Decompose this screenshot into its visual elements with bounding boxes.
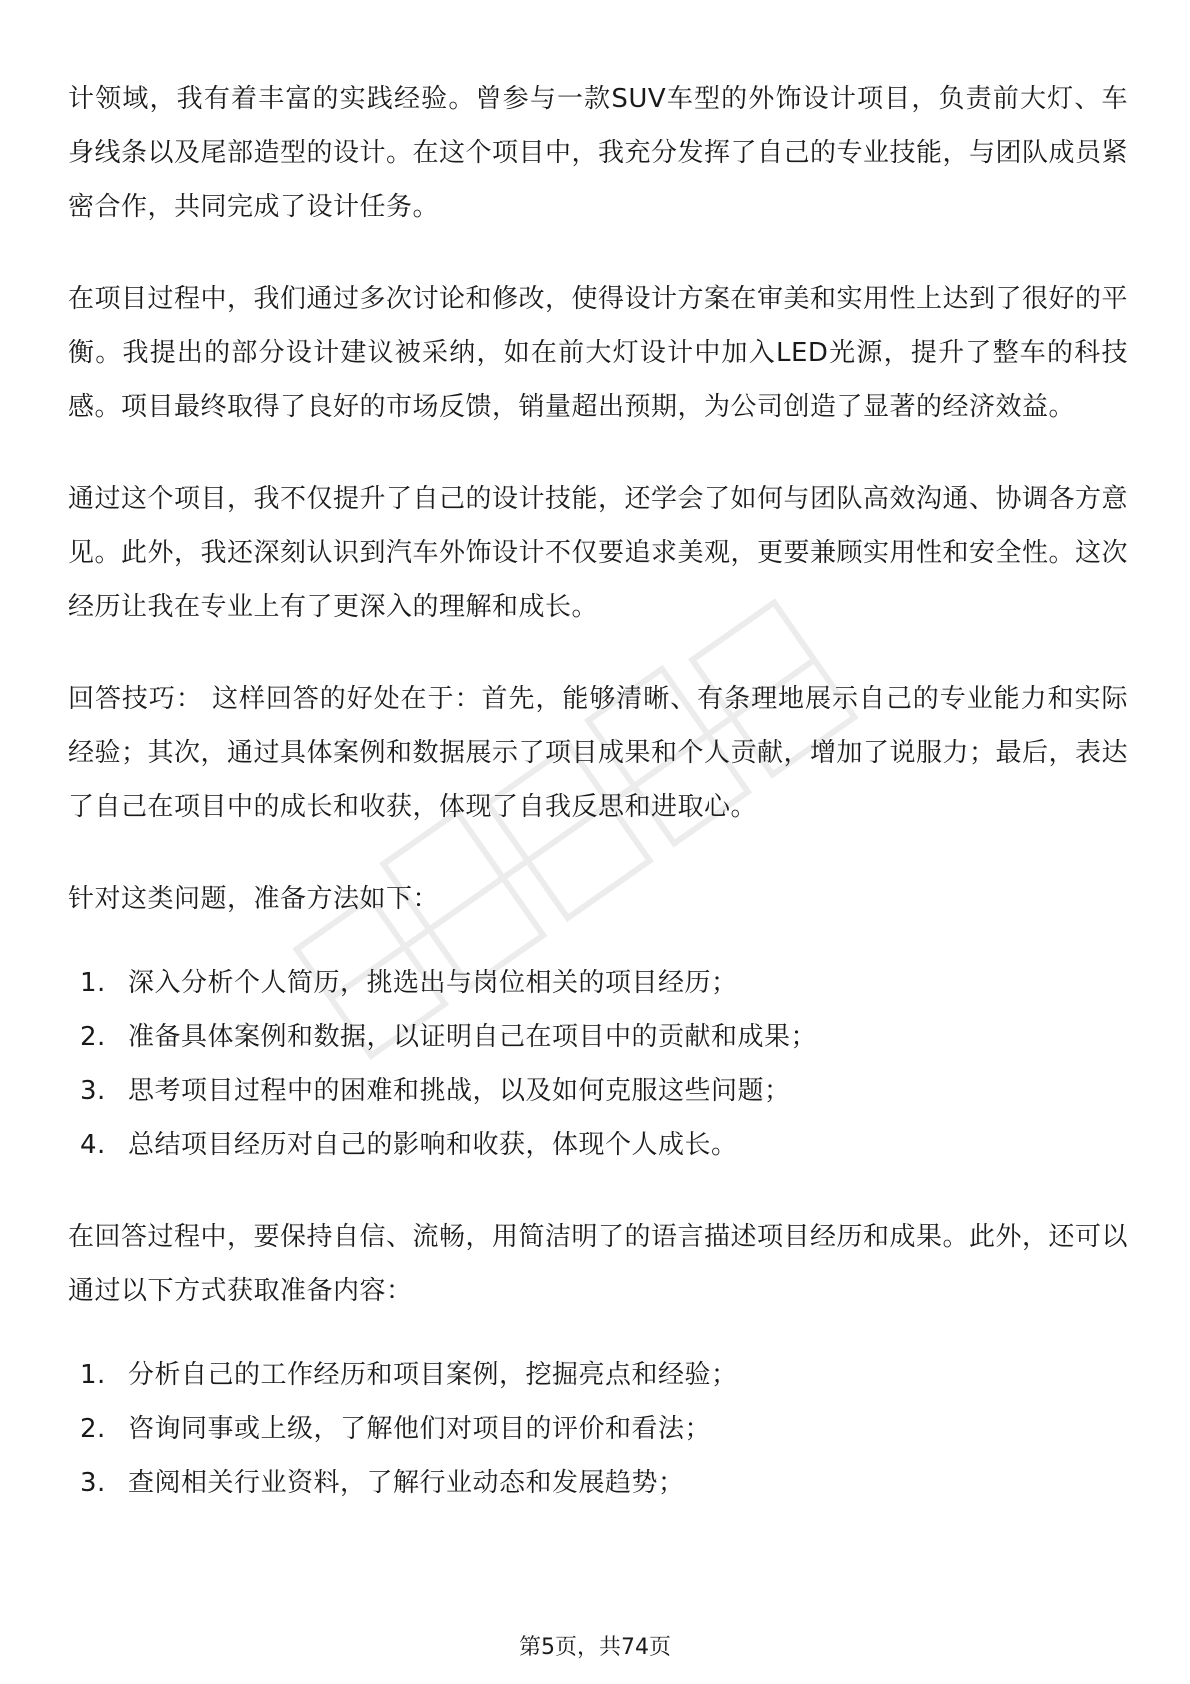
list-number: 3. bbox=[80, 1076, 106, 1106]
paragraph: 计领域，我有着丰富的实践经验。曾参与一款SUV车型的外饰设计项目，负责前大灯、车身线条以及尾部造型的设计。在这个项目中，我充分发挥了自己的专业技能，与团队成员紧密合作，共同完成了设计任务。 bbox=[68, 84, 1129, 222]
list-item bbox=[68, 1118, 1128, 1172]
list-text: 思考项目过程中的困难和挑战，以及如何克服这些问题； bbox=[128, 1076, 791, 1106]
list-number: 2. bbox=[80, 1022, 106, 1052]
list-number: 2. bbox=[80, 1414, 106, 1444]
paragraph: 回答技巧： 这样回答的好处在于：首先，能够清晰、有条理地展示自己的专业能力和实际经验；其次，通过具体案例和数据展示了项目成果和个人贡献，增加了说服力；最后，表达了自己在项目中的成长和收获，体现了自我反思和进取心。 bbox=[68, 684, 1129, 822]
list-text: 深入分析个人简历，挑选出与岗位相关的项目经历； bbox=[128, 968, 738, 998]
list-number: 1. bbox=[80, 968, 106, 998]
list-item bbox=[68, 956, 1128, 1010]
paragraph: 在项目过程中，我们通过多次讨论和修改，使得设计方案在审美和实用性上达到了很好的平衡。我提出的部分设计建议被采纳，如在前大灯设计中加入LED光源，提升了整车的科技感。项目最终取得了良好的市场反馈，销量超出预期，为公司创造了显著的经济效益。 bbox=[68, 284, 1129, 422]
list-text: 准备具体案例和数据，以证明自己在项目中的贡献和成果； bbox=[128, 1022, 818, 1052]
paragraph: 针对这类问题，准备方法如下： bbox=[68, 884, 440, 914]
paragraph: 通过这个项目，我不仅提升了自己的设计技能，还学会了如何与团队高效沟通、协调各方意见。此外，我还深刻认识到汽车外饰设计不仅要追求美观，更要兼顾实用性和安全性。这次经历让我在专业上有了更深入的理解和成长。 bbox=[68, 484, 1129, 622]
list-number: 4. bbox=[80, 1130, 106, 1160]
page-footer: 第5页，共74页 bbox=[519, 1635, 671, 1660]
list-text: 分析自己的工作经历和项目案例，挖掘亮点和经验； bbox=[128, 1360, 738, 1390]
list-text: 总结项目经历对自己的影响和收获，体现个人成长。 bbox=[128, 1130, 738, 1160]
list-text: 咨询同事或上级，了解他们对项目的评价和看法； bbox=[128, 1414, 712, 1444]
list-item bbox=[68, 1348, 1128, 1402]
list-number: 1. bbox=[80, 1360, 106, 1390]
list-item bbox=[68, 1064, 1128, 1118]
document-body bbox=[68, 72, 1128, 1548]
list-item bbox=[68, 1402, 1128, 1456]
list-item bbox=[68, 1456, 1128, 1510]
sources-list bbox=[68, 1348, 1128, 1510]
paragraph: 在回答过程中，要保持自信、流畅，用简洁明了的语言描述项目经历和成果。此外，还可以通过以下方式获取准备内容： bbox=[68, 1222, 1129, 1306]
list-item bbox=[68, 1010, 1128, 1064]
preparation-list bbox=[68, 956, 1128, 1172]
list-number: 3. bbox=[80, 1468, 106, 1498]
list-text: 查阅相关行业资料，了解行业动态和发展趋势； bbox=[128, 1468, 685, 1498]
